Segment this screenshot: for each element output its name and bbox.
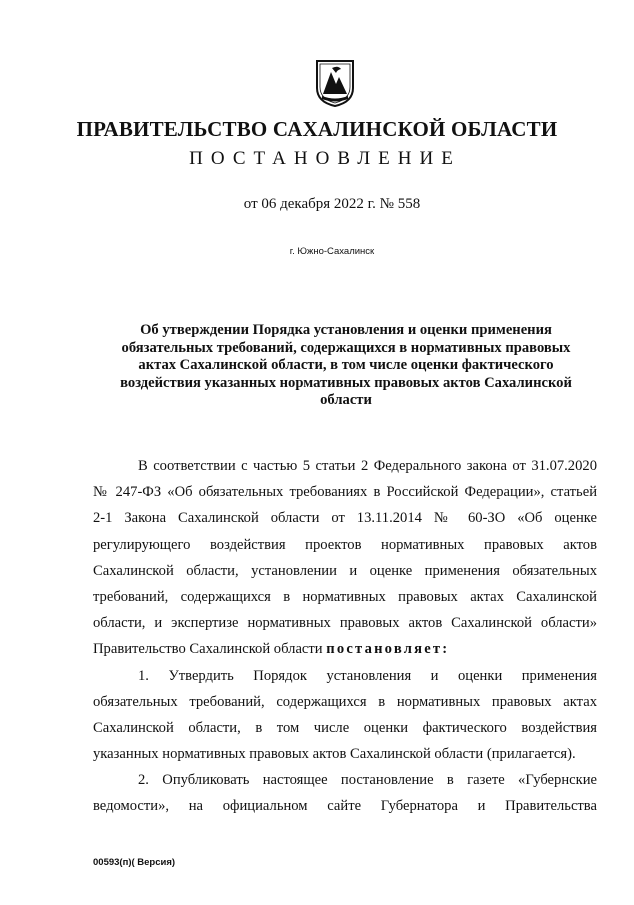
document-title xyxy=(96,322,596,410)
preamble-line: В соответствии с частью 5 статьи 2 Федерального закона от 31.07.2020 xyxy=(138,458,597,474)
item1-line: Сахалинской области, в том числе оценки фактического воздействия xyxy=(93,719,597,736)
preamble-line: требований, содержащихся в нормативных правовых актах Сахалинской xyxy=(93,588,597,605)
resolves-word: постановляет: xyxy=(326,641,450,658)
item1-line: 1. Утвердить Порядок установления и оценки применения xyxy=(138,667,597,684)
resolves-line xyxy=(93,636,597,662)
title-line: области xyxy=(320,392,372,409)
document-city: г. Южно-Сахалинск xyxy=(289,246,375,257)
document-version-footer: 00593(п)( Версия) xyxy=(93,857,176,868)
document-body xyxy=(93,453,597,820)
item2-line: ведомости», на официальном сайте Губернатора и Правительства xyxy=(93,798,597,815)
title-line: обязательных требований, содержащихся в нормативных правовых xyxy=(121,339,571,356)
item1-line: указанных нормативных правовых актов Сахалинской области (прилагается). xyxy=(93,746,576,763)
coat-of-arms-icon xyxy=(314,58,356,108)
title-line: актах Сахалинской области, в том числе оценки фактического xyxy=(138,357,554,374)
title-line: воздействия указанных нормативных правовых актов Сахалинской xyxy=(120,374,572,391)
item1-line: обязательных требований, содержащихся в нормативных правовых актах xyxy=(93,693,597,710)
preamble-line: области, и экспертизе нормативных правовых актов Сахалинской области» xyxy=(93,615,597,632)
resolves-prefix: Правительство Сахалинской области xyxy=(93,641,327,658)
title-line: Об утверждении Порядка установления и оценки применения xyxy=(140,322,552,338)
organization-name: ПРАВИТЕЛЬСТВО САХАЛИНСКОЙ ОБЛАСТИ xyxy=(76,117,558,141)
document-date-number: от 06 декабря 2022 г. № 558 xyxy=(243,196,421,212)
item2-line: 2. Опубликовать настоящее постановление в газете «Губернские xyxy=(138,772,597,789)
preamble-line: Сахалинской области, установлении и оценке применения обязательных xyxy=(93,562,597,579)
preamble-line: № 247-ФЗ «Об обязательных требованиях в Российской Федерации», статьей xyxy=(93,484,597,501)
preamble-line: регулирующего воздействия проектов нормативных правовых актов xyxy=(93,536,597,553)
preamble-line: 2-1 Закона Сахалинской области от 13.11.2014 № 60-ЗО «Об оценке xyxy=(93,510,597,527)
document-type: ПОСТАНОВЛЕНИЕ xyxy=(189,148,461,169)
